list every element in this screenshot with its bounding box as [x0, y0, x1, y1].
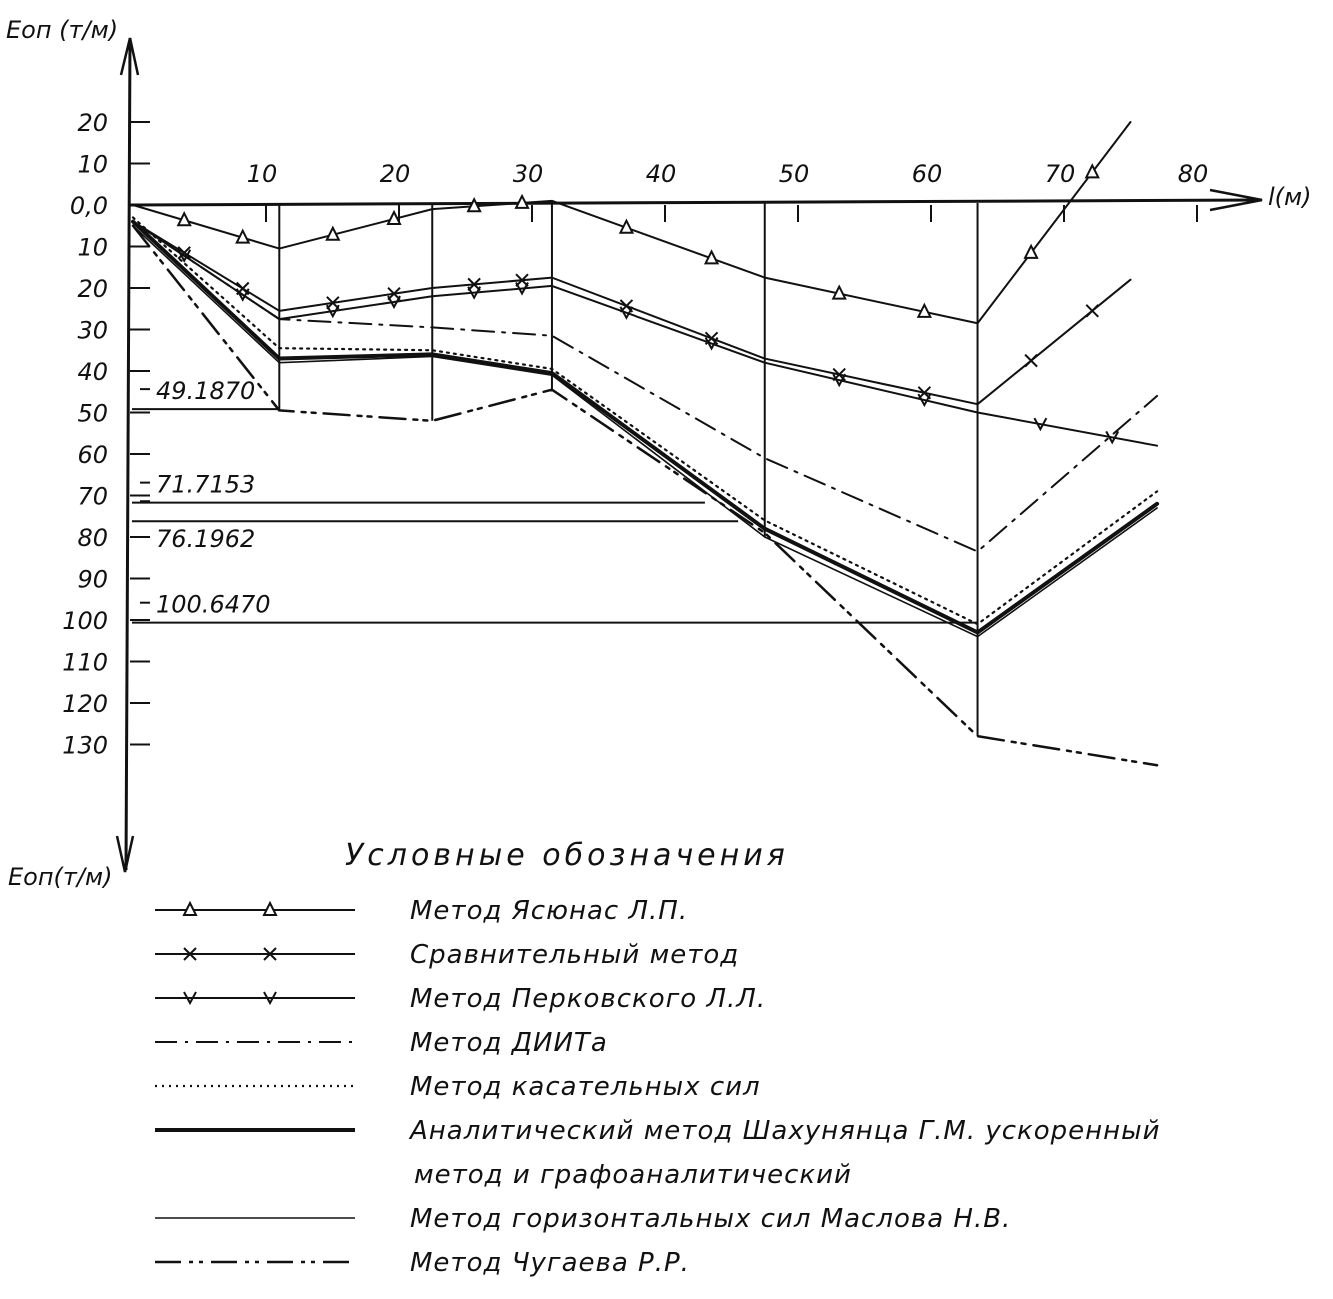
y-axis-line	[126, 38, 130, 870]
series-triangle	[133, 122, 1131, 323]
y-tick-label: 10	[77, 150, 108, 179]
reference-label: 100.6470	[156, 590, 271, 619]
series-marker	[1086, 305, 1098, 317]
series-marker	[1025, 355, 1037, 367]
y-axis-label-bottom: Eоп(т/м)	[8, 863, 113, 891]
legend-entry-label: Метод касательных сил	[410, 1072, 761, 1102]
x-axis-line	[130, 200, 1262, 205]
y-tick-label: 20	[77, 275, 108, 303]
reference-label: 71.7153	[156, 470, 256, 499]
x-tick-label: 60	[911, 160, 943, 188]
y-axis-label-top: Eоп (т/м)	[6, 16, 119, 44]
reference-lines	[132, 377, 978, 623]
series-line	[133, 226, 1157, 766]
series-line	[133, 222, 1157, 633]
series-marker-shape	[1086, 305, 1098, 317]
series-line	[133, 217, 1157, 624]
series-thick	[133, 222, 1157, 633]
legend-entry-label: Метод горизонтальных сил Маслова Н.В.	[410, 1204, 1012, 1234]
legend-entry-label: метод и графоаналитический	[414, 1160, 852, 1190]
series-cross	[133, 222, 1131, 405]
series-thin	[133, 226, 1157, 637]
y-tick-label: 0,0	[69, 192, 108, 220]
x-tick-label: 40	[645, 160, 677, 188]
section-lines	[279, 203, 977, 736]
legend-entry-label: Сравнительный метод	[410, 940, 740, 970]
y-tick-label: 50	[77, 399, 108, 428]
y-tick-label: 80	[77, 524, 108, 552]
x-tick-label: 50	[778, 160, 810, 188]
y-tick-label: 10	[77, 233, 108, 262]
x-tick-label: 10	[246, 160, 278, 188]
y-tick-label: 40	[77, 358, 108, 386]
legend-title: Условные обозначения	[345, 838, 789, 873]
x-tick-label: 30	[512, 160, 544, 188]
y-tick-label: 20	[77, 109, 108, 137]
x-axis-label: l(м)	[1268, 183, 1312, 211]
series-line	[133, 222, 1131, 405]
x-tick-label: 70	[1044, 160, 1076, 188]
series-dotted	[133, 217, 1157, 624]
reference-label: 76.1962	[156, 525, 256, 554]
series-line	[133, 226, 1157, 637]
series-group	[133, 122, 1157, 765]
legend-entry-label: Метод Ясюнас Л.П.	[410, 896, 689, 926]
series-dashdotdot	[133, 226, 1157, 766]
legend-entry-label: Метод Перковского Л.Л.	[410, 984, 767, 1014]
legend	[155, 838, 1161, 1278]
y-tick-label: 30	[77, 316, 108, 345]
y-tick-label: 130	[62, 731, 108, 760]
x-tick-label: 20	[379, 160, 411, 188]
reference-label: 49.1870	[156, 377, 256, 406]
y-tick-label: 110	[62, 648, 108, 677]
y-tick-label: 60	[77, 441, 108, 469]
y-tick-label: 120	[62, 690, 108, 718]
series-marker-shape	[1025, 355, 1037, 367]
legend-entry-label: Метод Чугаева Р.Р.	[410, 1248, 690, 1278]
y-tick-label: 90	[77, 565, 108, 594]
series-line	[133, 122, 1131, 323]
legend-entry-label: Метод ДИИТа	[410, 1028, 608, 1058]
legend-entry-label: Аналитический метод Шахунянца Г.М. ускоренный	[410, 1116, 1161, 1146]
x-tick-label: 80	[1177, 160, 1209, 188]
y-tick-label: 100	[62, 607, 108, 635]
y-tick-label: 70	[77, 482, 108, 511]
